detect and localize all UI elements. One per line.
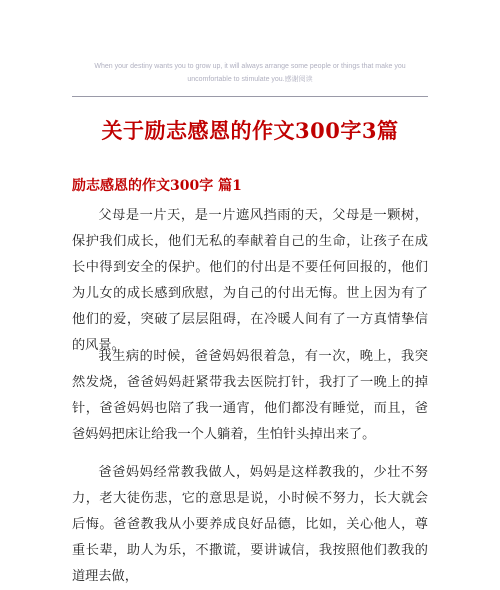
paragraph-2: 我生病的时候，爸爸妈妈很着急，有一次，晚上，我突然发烧，爸爸妈妈赶紧带我去医院打针，我打了一晚上的掉针，爸爸妈妈也陪了我一通宵，他们都没有睡觉，而且，爸爸妈妈把床让给我一个人躺着，生怕针头掉出来了。 xyxy=(72,349,428,442)
paragraph-1: 父母是一片天，是一片遮风挡雨的天，父母是一颗树，保护我们成长，他们无私的奉献着自己的生命，让孩子在成长中得到安全的保护。他们的付出是不要任何回报的，他们为儿女的成长感到欣慰，为自己的付出无悔。世上因为有了他们的爱，突破了层层阻碍，在冷暖人间有了一方真情挚信的风景。 xyxy=(72,208,428,353)
header-line-1: When your destiny wants you to grow up, it will always arrange some people or things that make you xyxy=(94,63,406,70)
header-divider xyxy=(72,96,428,97)
document-title: 关于励志感恩的作文300字3篇 xyxy=(101,118,399,143)
paragraph-3: 爸爸妈妈经常教我做人，妈妈是这样教我的，少壮不努力，老大徒伤悲，它的意思是说，小时候不努力，长大就会后悔。爸爸教我从小要养成良好品德，比如，关心他人，尊重长辈，助人为乐，不撒谎，要讲诚信，我按照他们教我的道理去做， xyxy=(72,465,428,584)
header-line-2 xyxy=(0,73,500,86)
header-line-2-text: uncomfortable to stimulate you. xyxy=(187,76,285,83)
header-note: 感谢阅读 xyxy=(284,76,313,83)
page-header xyxy=(0,60,500,86)
section-heading: 励志感恩的作文300字 篇1 xyxy=(72,178,242,194)
